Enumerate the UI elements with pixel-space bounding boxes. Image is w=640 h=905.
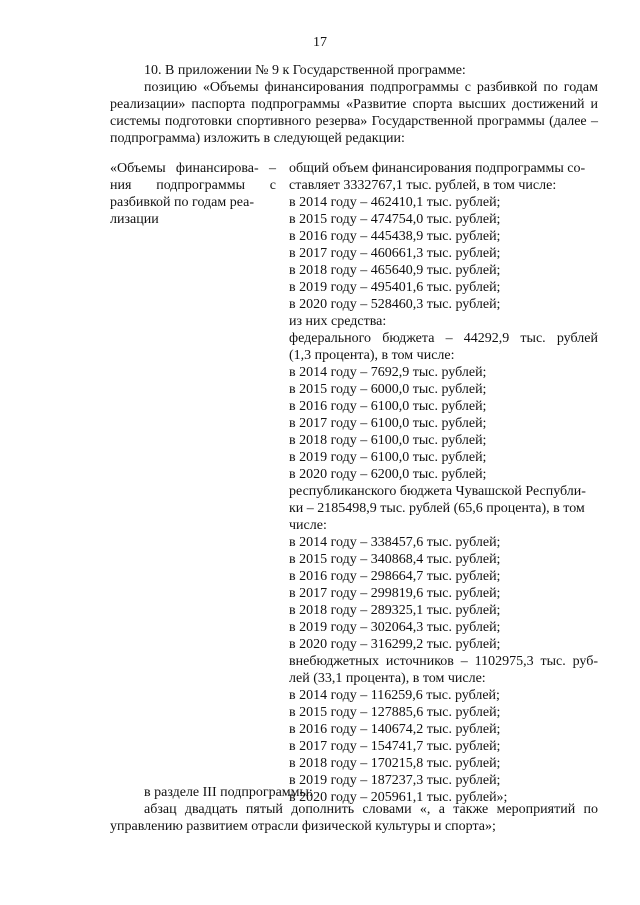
year-line: в 2019 году – 495401,6 тыс. рублей; <box>289 280 501 295</box>
left-line <box>110 194 276 211</box>
year-line: в 2020 году – 316299,2 тыс. рублей; <box>289 637 501 652</box>
word: 44292,9 <box>463 331 510 346</box>
section-heading: в разделе III подпрограммы: <box>144 785 313 800</box>
federal-line: (1,3 процента), в том числе: <box>289 348 455 363</box>
year-line: в 2016 году – 298664,7 тыс. рублей; <box>289 569 501 584</box>
year-line: в 2016 году – 6100,0 тыс. рублей; <box>289 399 487 414</box>
section-text: абзац двадцать пятый дополнить словами «, а также мероприятий по управлению развитием отрасли физической культуры и спорта»; <box>110 802 598 834</box>
passport-right-column <box>289 160 598 806</box>
left-word: ния <box>110 178 132 193</box>
year-line: в 2018 году – 6100,0 тыс. рублей; <box>289 433 487 448</box>
year-line: в 2017 году – 460661,3 тыс. рублей; <box>289 246 501 261</box>
of-which-line: из них средства: <box>289 314 387 329</box>
year-line: в 2017 году – 299819,6 тыс. рублей; <box>289 586 501 601</box>
left-line <box>110 160 276 177</box>
left-line <box>110 211 276 228</box>
year-line: в 2020 году – 205961,1 тыс. рублей»; <box>289 790 508 805</box>
republic-years-list <box>289 534 598 653</box>
left-word: разбивкой по годам реа- <box>110 195 254 210</box>
year-line: в 2016 году – 140674,2 тыс. рублей; <box>289 722 501 737</box>
word: рублей <box>556 331 598 346</box>
intro-item: 10. В приложении № 9 к Государственной программе: <box>144 63 466 78</box>
republic-line: республиканского бюджета Чувашской Республи- <box>289 484 586 499</box>
word: внебюджетных <box>289 654 380 669</box>
intro-text: позицию «Объемы финансирования подпрограммы с разбивкой по годам реализации» паспорта подпрограммы «Развитие спорта высших достижений и системы подготовки спортивного резерва» Государственной программы (далее – подпрограмма) изложить в следующей редакции: <box>110 80 598 146</box>
year-line: в 2015 году – 340868,4 тыс. рублей; <box>289 552 501 567</box>
left-word: финансирова- <box>175 161 259 176</box>
republic-line: ки – 2185498,9 тыс. рублей (65,6 процента), в том <box>289 501 585 516</box>
year-line: в 2014 году – 7692,9 тыс. рублей; <box>289 365 487 380</box>
year-line: в 2019 году – 6100,0 тыс. рублей; <box>289 450 487 465</box>
word: тыс. <box>520 331 546 346</box>
word: руб- <box>572 654 598 669</box>
federal-line <box>289 330 598 347</box>
year-line: в 2015 году – 6000,0 тыс. рублей; <box>289 382 487 397</box>
extra-line <box>289 653 598 670</box>
word: бюджета <box>382 331 435 346</box>
word: 1102975,3 <box>474 654 534 669</box>
year-line: в 2019 году – 302064,3 тыс. рублей; <box>289 620 501 635</box>
year-line: в 2015 году – 127885,6 тыс. рублей; <box>289 705 501 720</box>
left-word: лизации <box>110 212 159 227</box>
year-line: в 2018 году – 289325,1 тыс. рублей; <box>289 603 501 618</box>
year-line: в 2019 году – 187237,3 тыс. рублей; <box>289 773 501 788</box>
year-line: в 2017 году – 6100,0 тыс. рублей; <box>289 416 487 431</box>
year-line: в 2014 году – 116259,6 тыс. рублей; <box>289 688 500 703</box>
left-word: «Объемы <box>110 161 166 176</box>
word: федерального <box>289 331 372 346</box>
left-line <box>110 177 276 194</box>
federal-years-list <box>289 364 598 483</box>
year-line: в 2020 году – 6200,0 тыс. рублей; <box>289 467 487 482</box>
word: источников <box>385 654 454 669</box>
extra-line: лей (33,1 процента), в том числе: <box>289 671 486 686</box>
word: тыс. <box>540 654 566 669</box>
word: – <box>460 654 468 669</box>
year-line: в 2018 году – 170215,8 тыс. рублей; <box>289 756 501 771</box>
total-years-list <box>289 194 598 313</box>
year-line: в 2014 году – 338457,6 тыс. рублей; <box>289 535 501 550</box>
year-line: в 2018 году – 465640,9 тыс. рублей; <box>289 263 501 278</box>
year-line: в 2015 году – 474754,0 тыс. рублей; <box>289 212 501 227</box>
year-line: в 2016 году – 445438,9 тыс. рублей; <box>289 229 501 244</box>
page-number: 17 <box>313 35 327 50</box>
total-line: ставляет 3332767,1 тыс. рублей, в том числе: <box>289 178 557 193</box>
passport-left-column <box>110 160 276 228</box>
total-line: общий объем финансирования подпрограммы со- <box>289 161 586 176</box>
left-dash: – <box>268 161 276 176</box>
left-word: подпрограммы <box>156 178 245 193</box>
year-line: в 2020 году – 528460,3 тыс. рублей; <box>289 297 501 312</box>
republic-line: числе: <box>289 518 327 533</box>
year-line: в 2017 году – 154741,7 тыс. рублей; <box>289 739 501 754</box>
word: – <box>445 331 453 346</box>
left-word: с <box>269 178 276 193</box>
year-line: в 2014 году – 462410,1 тыс. рублей; <box>289 195 501 210</box>
